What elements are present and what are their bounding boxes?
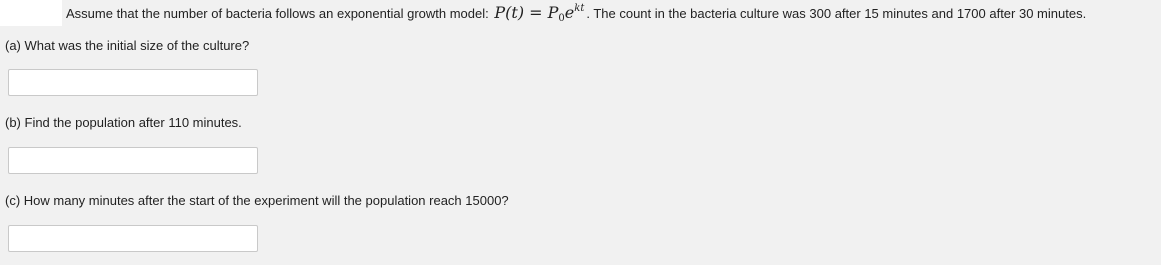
formula-base: P — [547, 3, 559, 22]
formula-lhs: P(t) — [494, 3, 525, 22]
formula-exponent: kt — [574, 3, 585, 14]
answer-a-input[interactable] — [8, 69, 258, 96]
formula-equals: = — [529, 3, 543, 22]
header-blank-area — [0, 0, 62, 26]
question-c-label: (c) How many minutes after the start of the experiment will the population reach 15000? — [5, 193, 509, 208]
question-b-label: (b) Find the population after 110 minutes. — [5, 115, 242, 130]
growth-formula — [494, 3, 584, 22]
answer-b-input[interactable] — [8, 147, 258, 174]
problem-intro: Assume that the number of bacteria follows an exponential growth model: — [66, 6, 489, 21]
question-a-label: (a) What was the initial size of the culture? — [5, 38, 250, 53]
problem-statement — [66, 3, 1086, 23]
formula-subscript: 0 — [558, 13, 565, 24]
problem-rest: . The count in the bacteria culture was 300 after 15 minutes and 1700 after 30 minutes. — [586, 6, 1087, 21]
formula-e: e — [564, 3, 575, 22]
answer-c-input[interactable] — [8, 225, 258, 252]
